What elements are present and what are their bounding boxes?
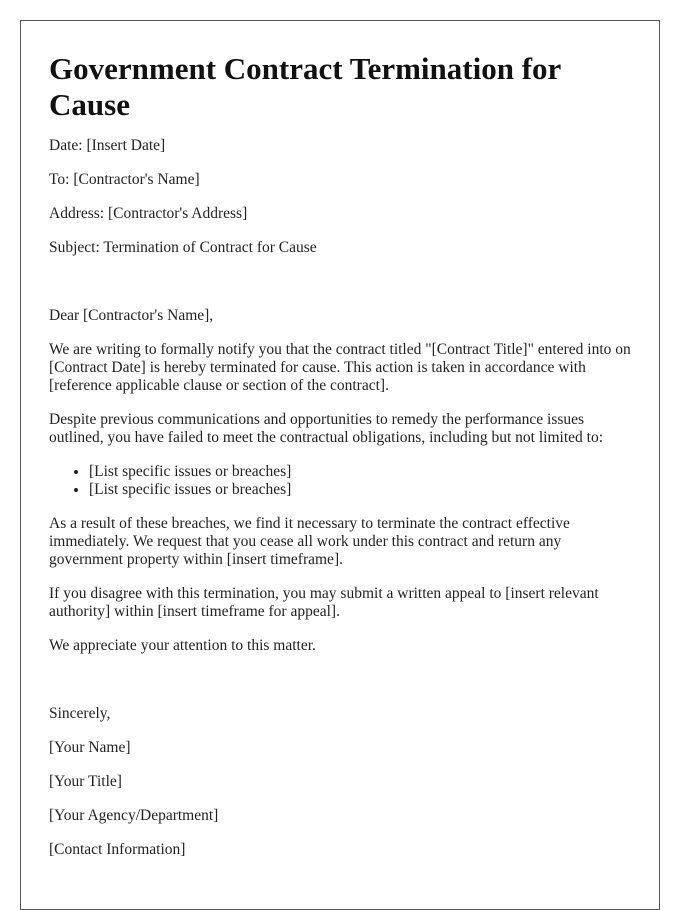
salutation: Dear [Contractor's Name], bbox=[49, 307, 214, 324]
signature-name: [Your Name] bbox=[49, 739, 131, 756]
subject-line: Subject: Termination of Contract for Cause bbox=[49, 239, 317, 256]
paragraph-failures: Despite previous communications and opportunities to remedy the performance issues outlined, you have failed to meet the contractual obligations, including but not limited to: bbox=[49, 411, 604, 446]
paragraph-consequence: As a result of these breaches, we find it necessary to terminate the contract effective immediately. We request that you cease all work under this contract and return any government property within [insert timeframe]. bbox=[49, 515, 570, 568]
paragraph-appeal: If you disagree with this termination, you may submit a written appeal to [insert relevant authority] within [insert timeframe for appeal]. bbox=[49, 585, 599, 620]
date-line: Date: [Insert Date] bbox=[49, 137, 166, 154]
letter-page bbox=[20, 20, 660, 910]
letter-title: Government Contract Termination for Cause bbox=[49, 51, 561, 122]
closing: Sincerely, bbox=[49, 705, 111, 722]
to-line: To: [Contractor's Name] bbox=[49, 171, 200, 188]
paragraph-notification: We are writing to formally notify you that the contract titled "[Contract Title]" entered into on [Contract Date] is hereby terminated for cause. This action is taken in accordance with [reference applicable clause or section of the contract]. bbox=[49, 341, 631, 394]
paragraph-appreciation: We appreciate your attention to this matter. bbox=[49, 637, 316, 654]
list-item: • [List specific issues or breaches] bbox=[89, 463, 631, 481]
closing-spacer bbox=[49, 671, 631, 705]
signature-agency: [Your Agency/Department] bbox=[49, 807, 219, 824]
list-item: • [List specific issues or breaches] bbox=[89, 481, 631, 499]
issues-list bbox=[49, 463, 631, 499]
signature-contact: [Contact Information] bbox=[49, 841, 186, 858]
header-spacer bbox=[49, 273, 631, 307]
address-line: Address: [Contractor's Address] bbox=[49, 205, 248, 222]
signature-title: [Your Title] bbox=[49, 773, 122, 790]
